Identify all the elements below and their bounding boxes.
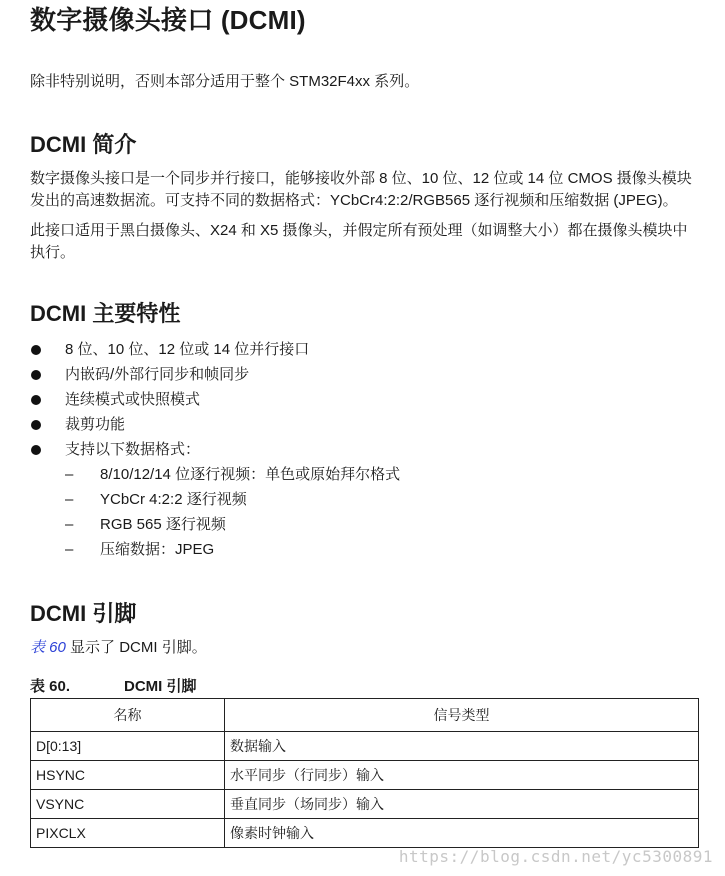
bullet-icon [31,395,41,405]
page-title: 数字摄像头接口 (DCMI) [30,5,306,35]
dash-marker: – [65,541,74,558]
section-heading-features: DCMI 主要特性 [30,301,181,326]
table-reference: 表 60 显示了 DCMI 引脚。 [30,639,207,656]
pin-name-cell: PIXCLX [31,819,225,848]
table-row [31,732,699,761]
pin-name-cell: VSYNC [31,790,225,819]
bullet-icon [31,420,41,430]
table-header-row [31,699,699,732]
signal-type-cell: 水平同步（行同步）输入 [225,761,699,790]
sub-list-item: – 压缩数据：JPEG [30,537,702,562]
pin-name-cell: HSYNC [31,761,225,790]
sub-list-item: – 8/10/12/14 位逐行视频：单色或原始拜尔格式 [30,462,702,487]
signal-type-cell: 像素时钟输入 [225,819,699,848]
bullet-icon [31,445,41,455]
list-item: 支持以下数据格式： [30,437,702,462]
table-caption [30,677,702,697]
list-item: 裁剪功能 [30,412,702,437]
feature-list [30,337,702,462]
intro-text: 除非特别说明，否则本部分适用于整个 STM32F4xx 系列。 [30,73,420,90]
watermark: https://blog.csdn.net/yc5300891 [398,847,713,866]
sub-list-item: – YCbCr 4:2:2 逐行视频 [30,487,702,512]
list-item: 连续模式或快照模式 [30,387,702,412]
section-heading-pins: DCMI 引脚 [30,601,137,626]
pins-table [30,698,699,848]
table-row [31,790,699,819]
signal-type-cell: 垂直同步（场同步）输入 [225,790,699,819]
column-header-name: 名称 [31,699,225,732]
column-header-signal-type: 信号类型 [225,699,699,732]
dash-marker: – [65,516,74,533]
intro-paragraph-1: 数字摄像头接口是一个同步并行接口，能够接收外部 8 位、10 位、12 位或 14 位 CMOS 摄像头模块发出的高速数据流。可支持不同的数据格式：YCbCr4:2:2/RGB565 逐行视频和压缩数据 (JPEG)。 [30,170,692,209]
signal-type-cell: 数据输入 [225,732,699,761]
document-page [30,0,702,848]
intro-paragraph-2: 此接口适用于黑白摄像头、X24 和 X5 摄像头，并假定所有预处理（如调整大小）都在摄像头模块中执行。 [30,222,688,261]
pin-name-cell: D[0:13] [31,732,225,761]
sub-list-item: – RGB 565 逐行视频 [30,512,702,537]
table-row [31,761,699,790]
list-item: 内嵌码/外部行同步和帧同步 [30,362,702,387]
table-row [31,819,699,848]
dash-marker: – [65,491,74,508]
format-sublist [30,462,702,562]
bullet-icon [31,345,41,355]
table-title: DCMI 引脚 [124,678,197,695]
section-heading-intro: DCMI 简介 [30,132,137,157]
bullet-icon [31,370,41,380]
table-60-link[interactable]: 表 60 [30,639,66,656]
dash-marker: – [65,466,74,483]
table-number: 表 60. [30,678,71,695]
list-item: 8 位、10 位、12 位或 14 位并行接口 [30,337,702,362]
